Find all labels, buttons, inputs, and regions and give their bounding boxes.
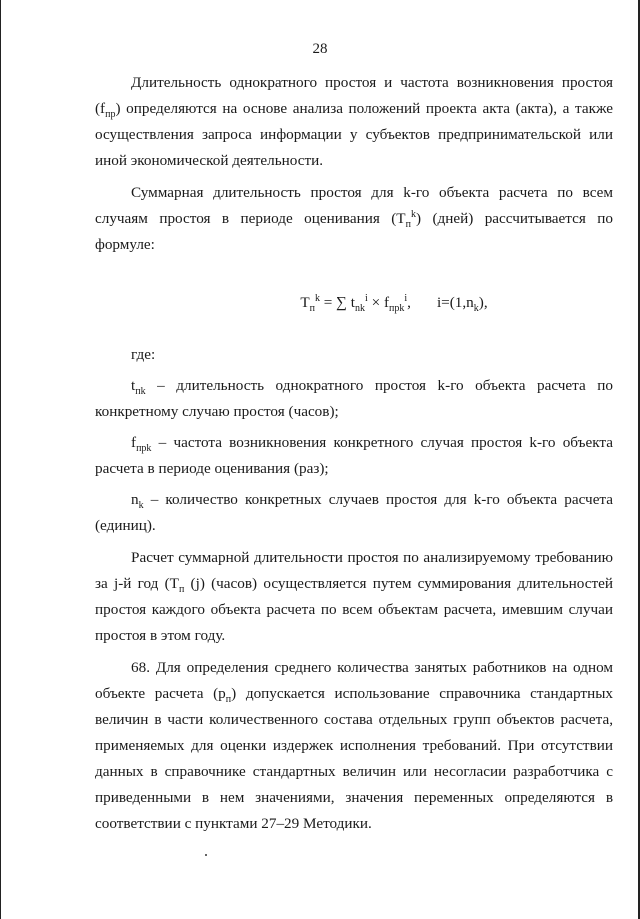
page-content — [95, 70, 613, 837]
scan-left-edge — [0, 0, 1, 919]
paragraph-downtime-frequency: Длительность однократного простоя и частота возникновения простоя $(f_{пр})$ определяются на основе анализа положений проекта акта (акта), а также осуществления запроса информации у субъектов предпринимательской или иной экономической деятельности. — [95, 74, 613, 169]
definition-f-prk: $f_{прk}$ – частота возникновения конкретного случая простоя k-го объекта расчета в периоде оценивания (раз); — [95, 434, 613, 477]
definition-t-nk: $t_{пk}$ – длительность однократного простоя k-го объекта расчета по конкретному случаю простоя (часов); — [95, 377, 613, 420]
paragraph-total-downtime: Суммарная длительность простоя для k-го объекта расчета по всем случаям простоя в периоде оценивания $(T_п^k)$ (дней) рассчитывается по формуле: — [95, 184, 613, 253]
formula-total-downtime: $T_п^k$ = ∑ $t_{nk}^i \times f_{пpk}^i$, $i=(1,n_k)$, — [300, 292, 488, 315]
paragraph-calculation: Расчет суммарной длительности простоя по анализируемому требованию за j-й год ($T_п$ (j) (часов) осуществляется путем суммирования длительностей простоя каждого объекта расчета по всем объектам расчета, имевшим случаи простоя в этом году. — [95, 549, 613, 644]
page-number: 28 — [312, 41, 328, 57]
definition-n-k: $n_k$ – количество конкретных случаев простоя для k-го объекта расчета (единиц). — [95, 491, 613, 534]
paragraph-68: 68. Для определения среднего количества занятых работников на одном объекте расчета $(p_п)$ допускается использование справочника стандартных величин в части количественного состава отдельных групп объектов расчета, применяемых для оценки издержек исполнения требований. При отсутствии данных в справочнике стандартных величин или несогласии разработчика с приведенными в нем значениями, значения переменных определяются в соответствии с пунктами 27–29 Методики. — [95, 659, 613, 832]
scan-speck — [205, 854, 207, 856]
where-label: где: — [131, 346, 156, 363]
